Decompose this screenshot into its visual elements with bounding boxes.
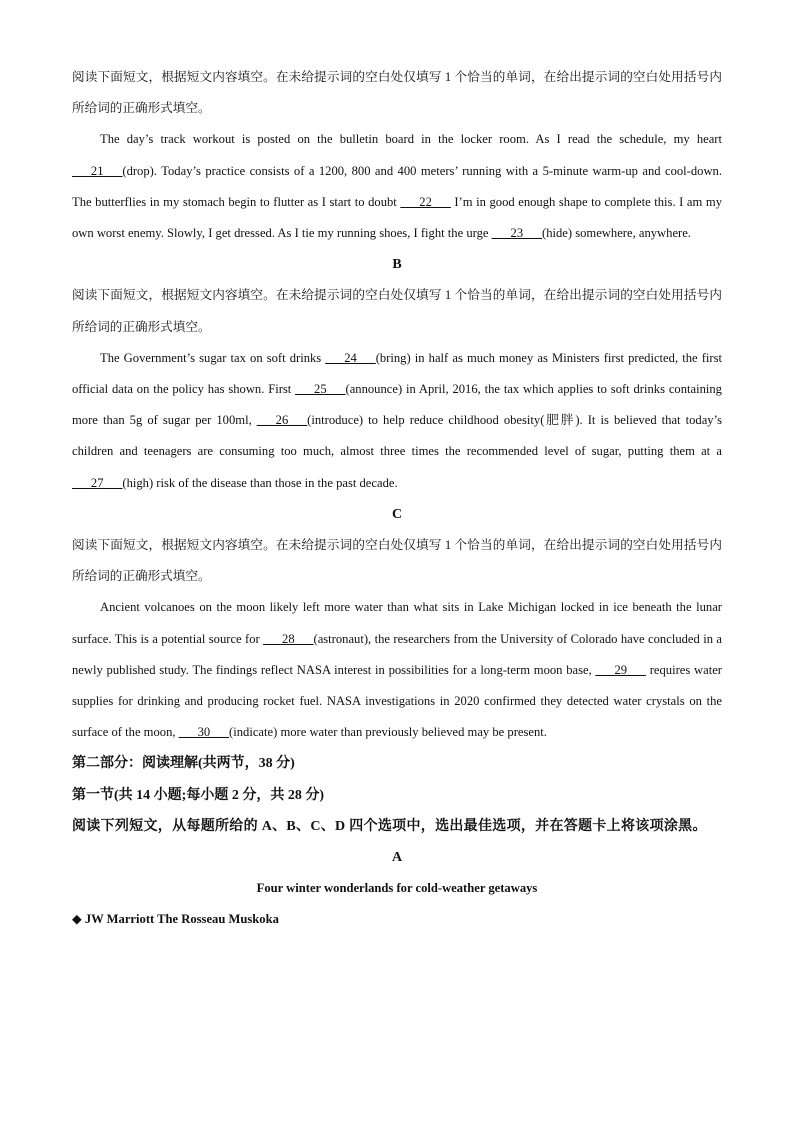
passage-text: (indicate) more water than previously believed may be present. [229, 725, 547, 740]
blank-24[interactable]: ___24___ [325, 350, 376, 365]
section-label-b: B [392, 257, 402, 273]
instruction-c: 阅读下面短文，根据短文内容填空。在未给提示词的空白处仅填写 1 个恰当的单词，在给出提示词的空白处用括号内所给词的正确形式填空。 [72, 538, 722, 584]
blank-23[interactable]: ___23___ [491, 226, 542, 241]
blank-28[interactable]: ___28___ [263, 631, 314, 646]
passage-text: requires water supplies for drinking and producing rocket fuel. NASA investigations in 2020 confirmed they detected water crystals on the surface of the moon, [72, 662, 722, 740]
blank-26[interactable]: ___26___ [256, 413, 308, 428]
blank-30[interactable]: ___30___ [178, 725, 230, 740]
passage-text: (drop). Today’s practice consists of a 1200, 800 and 400 meters’ running with a 5-minute warm-up and cool-down. The butterflies in my stomach begin to flutter as I start to doubt [72, 163, 722, 209]
passage-text: Ancient volcanoes on the moon likely left more water than what sits in Lake Michigan locked in ice beneath the lunar surface. This is a potential source for [72, 600, 722, 646]
blank-25[interactable]: ___25___ [295, 382, 346, 397]
blank-22[interactable]: ___22___ [400, 194, 451, 209]
passage-text: (hide) somewhere, anywhere. [542, 226, 691, 241]
reading-instruction: 阅读下列短文，从每题所给的 A、B、C、D 四个选项中，选出最佳选项，并在答题卡上将该项涂黑。 [72, 818, 707, 834]
passage-text: I’m in good enough shape to complete this. I am my own worst enemy. Slowly, I get dressed. As I tie my running shoes, I fight the urge [72, 194, 722, 241]
section1-heading: 第一节(共 14 小题;每小题 2 分，共 28 分) [72, 787, 324, 803]
passage-text: (bring) in half as much money as Ministers first predicted, the first official data on the policy has shown. First [72, 350, 722, 397]
passage-text: (astronaut), the researchers from the University of Colorado have concluded in a newly published study. The findings reflect NASA interest in possibilities for a long-term moon base, [72, 631, 722, 677]
section-label-c: C [391, 506, 403, 522]
document-page [72, 62, 722, 936]
passage-a [72, 124, 722, 249]
passage-text: The Government’s sugar tax on soft drinks [100, 350, 326, 365]
bullet-item [72, 904, 722, 935]
passage-text: The day’s track workout is posted on the bulletin board in the locker room. As I read the schedule, my heart [100, 132, 722, 147]
blank-21[interactable]: ___21___ [72, 163, 123, 178]
blank-29[interactable]: ___29___ [595, 662, 646, 677]
instruction-b: 阅读下面短文，根据短文内容填空。在未给提示词的空白处仅填写 1 个恰当的单词，在给出提示词的空白处用括号内所给词的正确形式填空。 [72, 288, 722, 334]
bullet-item-text: JW Marriott The Rosseau Muskoka [84, 912, 279, 927]
article-label-a: A [391, 850, 403, 866]
part2-heading: 第二部分：阅读理解(共两节，38 分) [72, 756, 295, 772]
passage-text: (announce) in April, 2016, the tax which applies to soft drinks containing more than 5g of sugar per 100ml, [72, 382, 722, 428]
passage-text: (introduce) to help reduce childhood obesity(肥胖). It is believed that today’s children and teenagers are consuming too much, almost three times the recommended level of sugar, putting them at a [72, 413, 723, 459]
instruction-a: 阅读下面短文，根据短文内容填空。在未给提示词的空白处仅填写 1 个恰当的单词，在给出提示词的空白处用括号内所给词的正确形式填空。 [72, 70, 722, 116]
diamond-bullet-icon: ◆ [72, 912, 82, 927]
passage-text: (high) risk of the disease than those in the past decade. [122, 475, 398, 490]
article-title: Four winter wonderlands for cold-weather getaways [256, 881, 538, 896]
passage-b [72, 343, 722, 499]
blank-27[interactable]: ___27___ [72, 475, 123, 490]
passage-c [72, 592, 722, 748]
